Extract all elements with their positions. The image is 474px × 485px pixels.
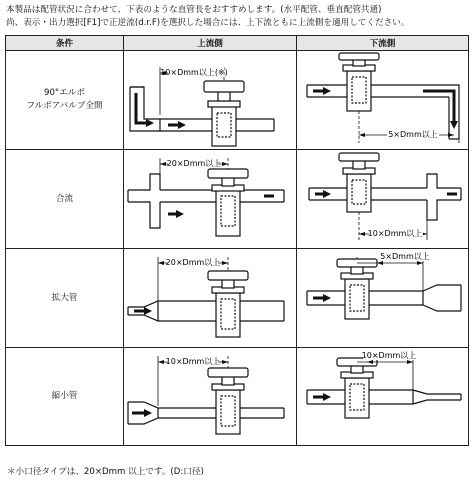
condition-sublabel: フルボアバルブ全開 bbox=[26, 101, 103, 111]
upstream-figure bbox=[124, 150, 297, 249]
condition-cell bbox=[6, 150, 124, 249]
condition-label: 拡大管 bbox=[51, 292, 78, 303]
junction-upstream-diagram bbox=[124, 150, 297, 248]
footnote: ＊小口径タイプは、20×Dmm 以上です。(D:口径) bbox=[7, 467, 204, 477]
condition-cell bbox=[6, 249, 124, 348]
downstream-figure bbox=[297, 51, 469, 150]
table-row bbox=[6, 249, 469, 348]
header-downstream: 下流側 bbox=[297, 36, 469, 51]
upstream-figure bbox=[124, 348, 297, 446]
junction-downstream-diagram bbox=[297, 150, 469, 248]
upstream-figure bbox=[124, 51, 297, 150]
table-row bbox=[6, 150, 469, 249]
condition-cell bbox=[6, 51, 124, 150]
table-row bbox=[6, 51, 469, 150]
table-header-row bbox=[6, 36, 469, 51]
elbow-downstream-diagram bbox=[297, 51, 469, 149]
header-condition: 条件 bbox=[6, 36, 124, 51]
downstream-figure bbox=[297, 249, 469, 348]
condition-label: 合流 bbox=[55, 193, 74, 204]
expansion-upstream-diagram bbox=[124, 249, 297, 347]
downstream-dimension-label: 5×Dmm以上 bbox=[380, 252, 430, 261]
reduction-upstream-diagram bbox=[124, 348, 297, 445]
upstream-figure bbox=[124, 249, 297, 348]
downstream-figure bbox=[297, 150, 469, 249]
expansion-downstream-diagram bbox=[297, 249, 469, 347]
condition-label: 90°エルボ bbox=[43, 88, 85, 98]
header-upstream: 上流側 bbox=[124, 36, 297, 51]
table-row bbox=[6, 348, 469, 446]
intro-line-2: 尚、表示・出力選択[F1]で正逆流(d.r.F)を選択した場合には、上下流ともに上流側を適用してください。 bbox=[6, 18, 410, 28]
upstream-dimension-label: 20×Dmm以上 bbox=[166, 159, 222, 168]
downstream-dimension-label: 10×Dmm以上 bbox=[367, 229, 423, 238]
upstream-dimension-label: 20×Dmm以上 bbox=[165, 258, 221, 267]
downstream-dimension-label: 5×Dmm以上 bbox=[388, 130, 438, 139]
condition-label: 縮小管 bbox=[51, 391, 78, 401]
intro-line-1: 本製品は配管状況に合わせて、下表のような直管長をおすすめします。(水平配管、垂直配管共通) bbox=[6, 5, 382, 15]
intro-text bbox=[6, 4, 468, 30]
upstream-dimension-label: 10×Dmm以上(※) bbox=[160, 68, 228, 77]
elbow-upstream-diagram bbox=[124, 51, 297, 149]
straight-pipe-table bbox=[5, 35, 469, 446]
upstream-dimension-label: 10×Dmm以上 bbox=[165, 357, 221, 366]
downstream-dimension-label: 10×Dmm以上 bbox=[361, 351, 417, 360]
condition-cell bbox=[6, 348, 124, 446]
reduction-downstream-diagram bbox=[297, 348, 469, 445]
downstream-figure bbox=[297, 348, 469, 446]
